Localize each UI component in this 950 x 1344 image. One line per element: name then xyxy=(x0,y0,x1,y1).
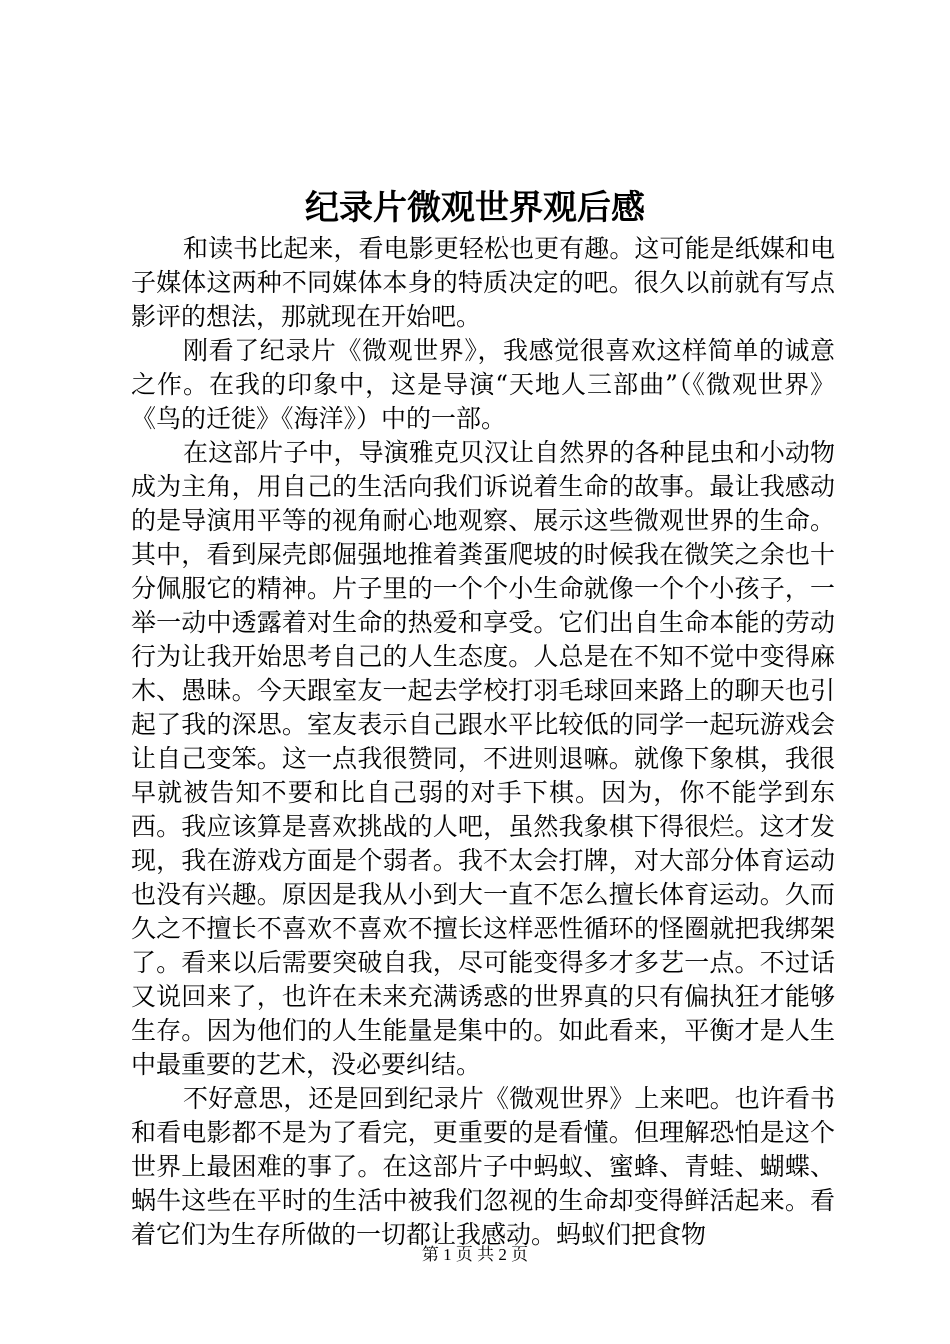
paragraph-4: 不好意思，还是回到纪录片《微观世界》上来吧。也许看书和看电影都不是为了看完，更重要的是看懂。但理解恐怕是这个世界上最困难的事了。在这部片子中蚂蚁、蜜蜂、青蛙、蝴蝶、蜗牛这些在平时的生活中被我们忽视的生命却变得鲜活起来。看着它们为生存所做的一切都让我感动。蚂蚁们把食物 xyxy=(131,1084,835,1249)
page-footer: 第 1 页 共 2 页 xyxy=(421,1245,529,1264)
document-body xyxy=(131,232,835,1252)
paragraph-2: 刚看了纪录片《微观世界》，我感觉很喜欢这样简单的诚意之作。在我的印象中，这是导演“天地人三部曲”（《微观世界》《鸟的迁徙》《海洋》）中的一部。 xyxy=(131,336,835,433)
document-title: 纪录片微观世界观后感 xyxy=(305,188,645,228)
paragraph-3: 在这部片子中，导演雅克贝汉让自然界的各种昆虫和小动物成为主角，用自己的生活向我们诉说着生命的故事。最让我感动的是导演用平等的视角耐心地观察、展示这些微观世界的生命。其中，看到屎壳郎倔强地推着粪蛋爬坡的时候我在微笑之余也十分佩服它的精神。片子里的一个个小生命就像一个个小孩子，一举一动中透露着对生命的热爱和享受。它们出自生命本能的劳动行为让我开始思考自己的人生态度。人总是在不知不觉中变得麻木、愚昧。今天跟室友一起去学校打羽毛球回来路上的聊天也引起了我的深思。室友表示自己跟水平比较低的同学一起玩游戏会让自己变笨。这一点我很赞同，不进则退嘛。就像下象棋，我很早就被告知不要和比自己弱的对手下棋。因为，你不能学到东西。我应该算是喜欢挑战的人吧，虽然我象棋下得很烂。这才发现，我在游戏方面是个弱者。我不太会打牌，对大部分体育运动也没有兴趣。原因是我从小到大一直不怎么擅长体育运动。久而久之不擅长不喜欢不喜欢不擅长这样恶性循环的怪圈就把我绑架了。看来以后需要突破自我，尽可能变得多才多艺一点。不过话又说回来了，也许在未来充满诱惑的世界真的只有偏执狂才能够生存。因为他们的人生能量是集中的。如此看来，平衡才是人生中最重要的艺术，没必要纠结。 xyxy=(131,438,835,1079)
paragraph-1: 和读书比起来，看电影更轻松也更有趣。这可能是纸媒和电子媒体这两种不同媒体本身的特质决定的吧。很久以前就有写点影评的想法，那就现在开始吧。 xyxy=(131,234,835,331)
